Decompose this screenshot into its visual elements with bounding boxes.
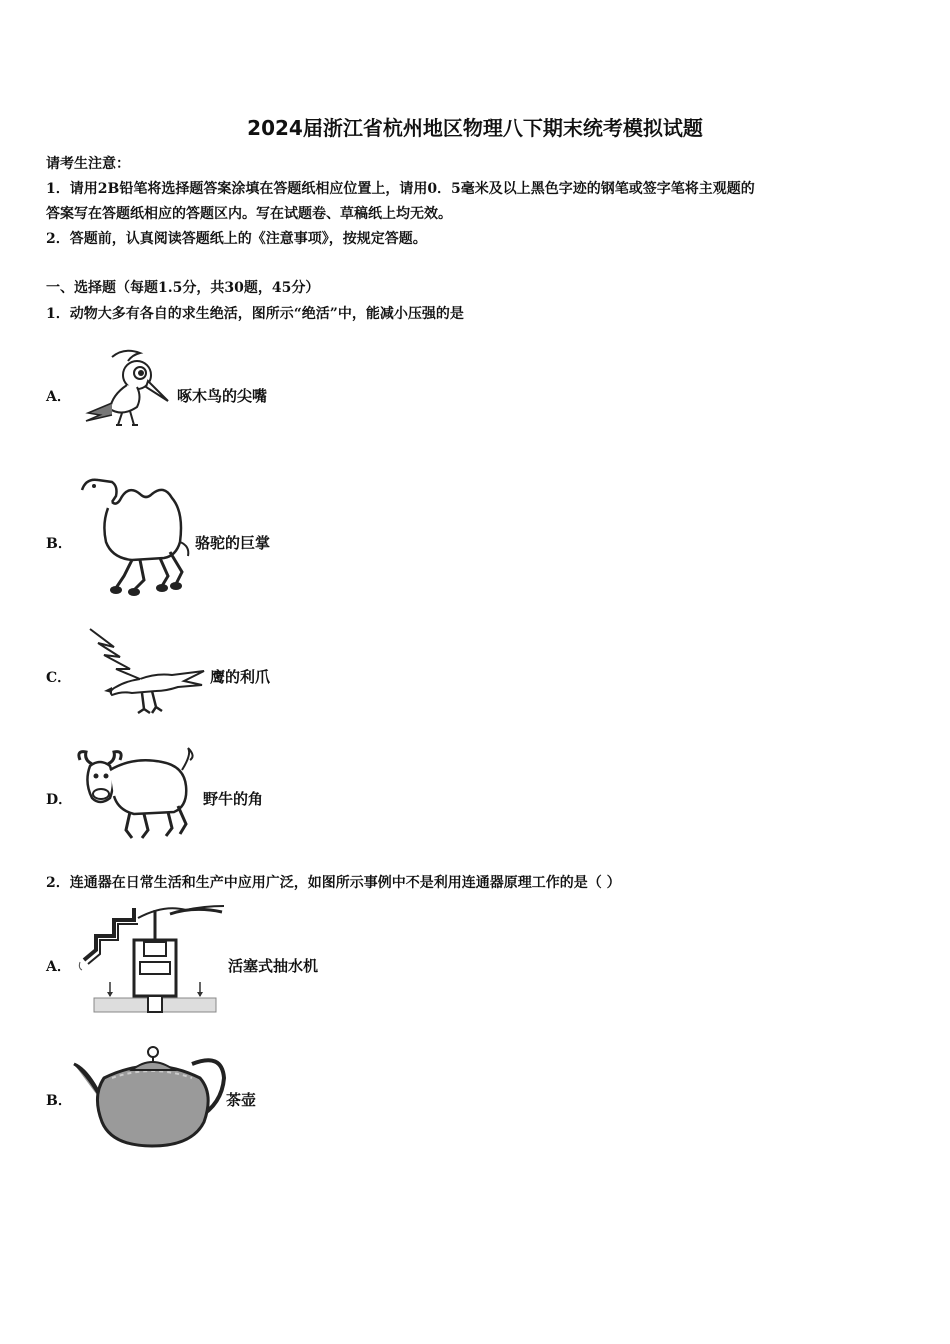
q2-option-b-letter: B． <box>46 1093 72 1109</box>
q1-option-d-text: 野牛的角 <box>203 790 264 808</box>
q1-option-a-text: 啄木鸟的尖嘴 <box>177 387 268 405</box>
question-1-stem: 1．动物大多有各自的求生绝活，图所示“绝活”中，能减小压强的是 <box>46 306 464 322</box>
q2-option-a-text: 活塞式抽水机 <box>228 957 319 975</box>
bull-icon <box>74 746 198 842</box>
woodpecker-icon <box>82 345 172 430</box>
eagle-icon <box>86 625 208 717</box>
notice-item-2: 2．答题前，认真阅读答题纸上的《注意事项》，按规定答题。 <box>46 231 427 247</box>
camel-icon <box>72 472 194 597</box>
notice-item-1-line-1: 1．请用2B铅笔将选择题答案涂填在答题纸相应位置上，请用0．5毫米及以上黑色字迹的钢笔或签字笔将主观题的 <box>46 181 755 197</box>
q1-option-b-letter: B． <box>46 536 72 552</box>
q2-option-a-letter: A． <box>46 959 71 975</box>
q1-option-b-text: 骆驼的巨掌 <box>195 534 271 552</box>
piston-pump-icon <box>74 900 229 1018</box>
section-heading: 一、选择题（每题1.5分，共30题，45分） <box>46 280 320 296</box>
q1-option-c-text: 鹰的利爪 <box>210 668 271 686</box>
q1-option-c-letter: C． <box>46 670 72 686</box>
page-title: 2024届浙江省杭州地区物理八下期末统考模拟试题 <box>247 116 703 140</box>
teapot-icon <box>72 1034 227 1150</box>
q1-option-a-letter: A． <box>46 389 71 405</box>
q1-option-d-letter: D． <box>46 792 73 808</box>
notice-item-1-line-2: 答案写在答题纸相应的答题区内。写在试题卷、草稿纸上均无效。 <box>46 206 452 222</box>
question-2-stem: 2．连通器在日常生活和生产中应用广泛，如图所示事例中不是利用连通器原理工作的是（ ） <box>46 875 621 891</box>
notice-heading: 请考生注意： <box>46 156 130 172</box>
q2-option-b-text: 茶壶 <box>226 1091 257 1109</box>
